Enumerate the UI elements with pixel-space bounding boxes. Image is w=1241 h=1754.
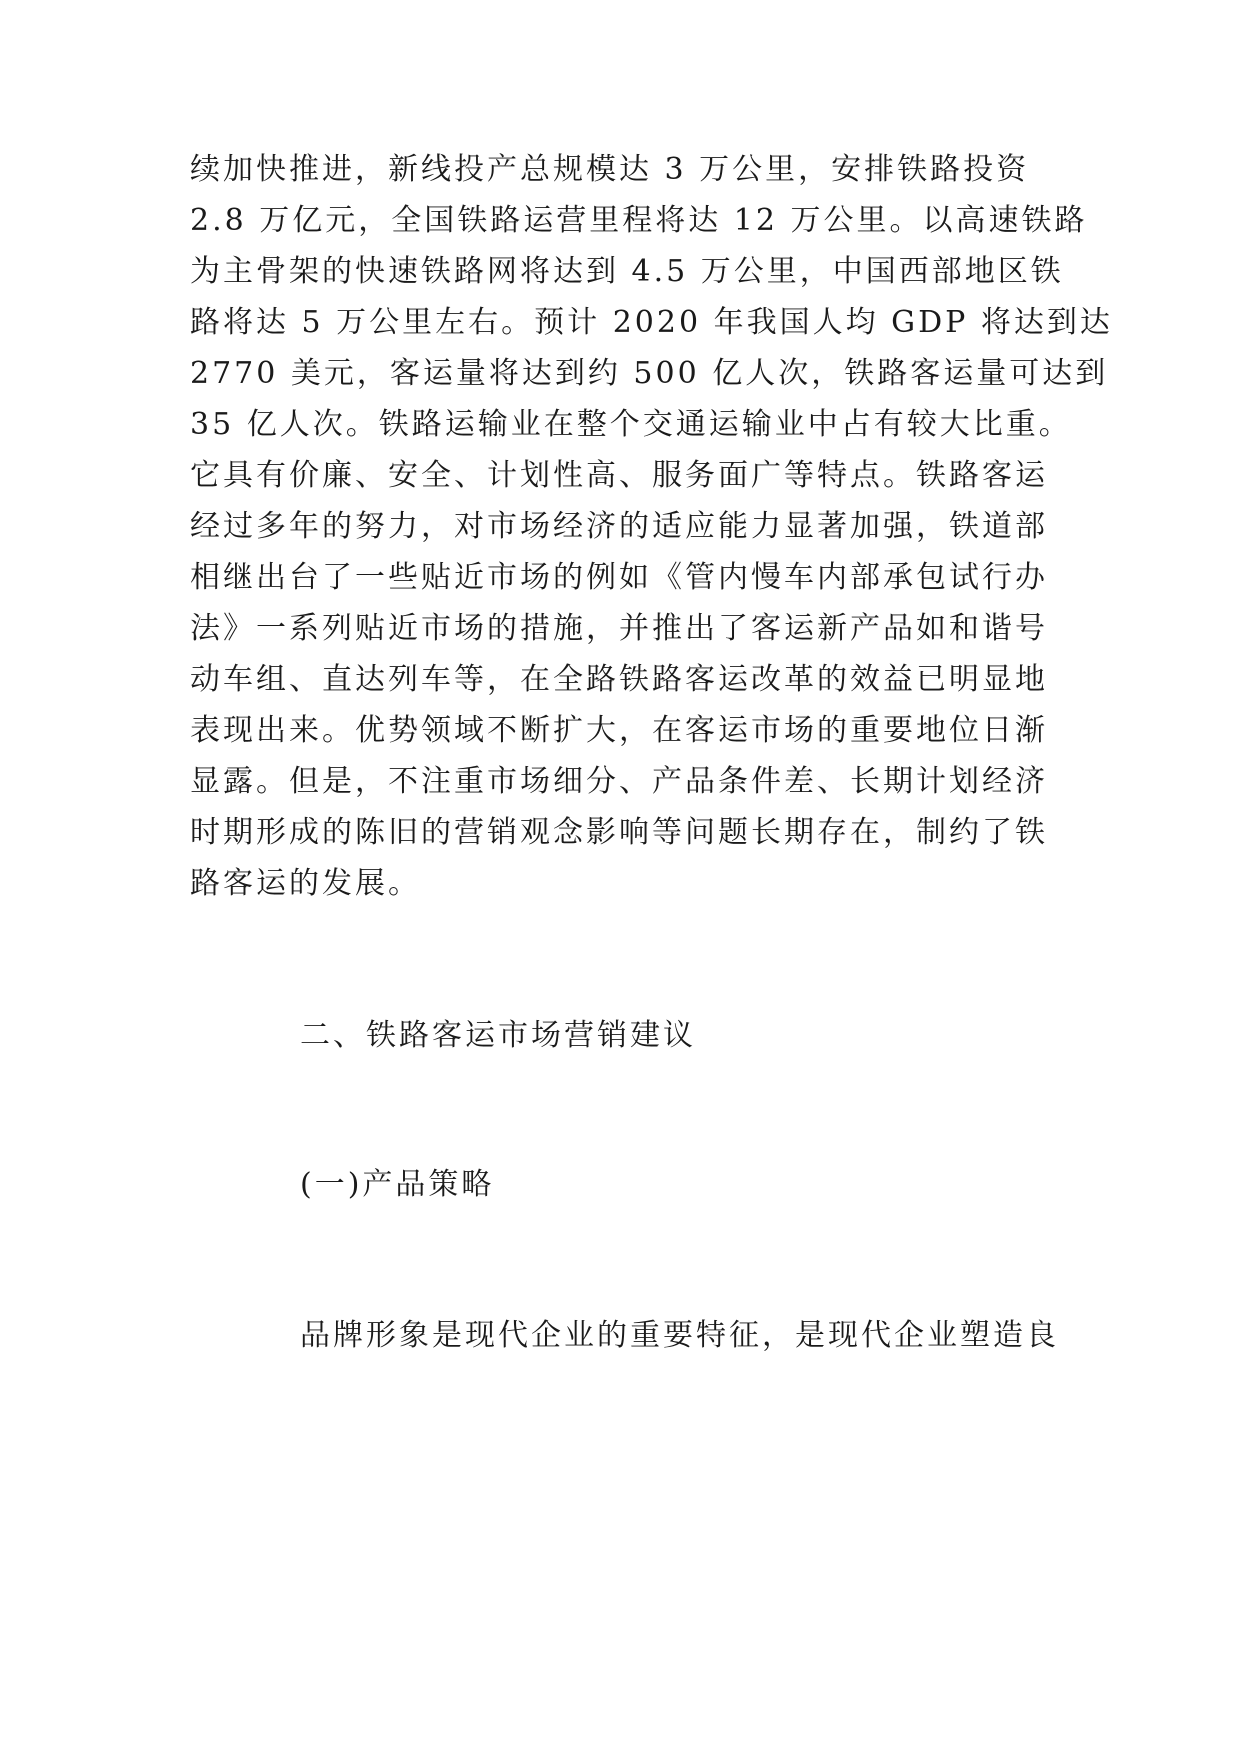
paragraph-line: 表现出来。优势领域不断扩大，在客运市场的重要地位日渐 (190, 713, 1048, 748)
paragraph-line: 续加快推进，新线投产总规模达 3 万公里，安排铁路投资 (190, 152, 1030, 187)
paragraph-line: 显露。但是，不注重市场细分、产品条件差、长期计划经济 (190, 764, 1048, 799)
section-heading: 二、铁路客运市场营销建议 (300, 1018, 696, 1053)
paragraph-line: 相继出台了一些贴近市场的例如《管内慢车内部承包试行办 (190, 560, 1048, 595)
paragraph-line: 2.8 万亿元，全国铁路运营里程将达 12 万公里。以高速铁路 (190, 203, 1088, 238)
paragraph-line: 35 亿人次。铁路运输业在整个交通运输业中占有较大比重。 (190, 407, 1072, 442)
paragraph-line: 它具有价廉、安全、计划性高、服务面广等特点。铁路客运 (190, 458, 1048, 493)
paragraph-line: 路将达 5 万公里左右。预计 2020 年我国人均 GDP 将达到达 (190, 305, 1113, 340)
paragraph-line: 为主骨架的快速铁路网将达到 4.5 万公里，中国西部地区铁 (190, 254, 1064, 289)
paragraph-line: 时期形成的陈旧的营销观念影响等问题长期存在，制约了铁 (190, 815, 1048, 850)
paragraph-line: 品牌形象是现代企业的重要特征，是现代企业塑造良 (300, 1318, 1059, 1353)
paragraph-line: 动车组、直达列车等，在全路铁路客运改革的效益已明显地 (190, 662, 1048, 697)
paragraph-line: 2770 美元，客运量将达到约 500 亿人次，铁路客运量可达到 (190, 356, 1109, 391)
subsection-heading: (一)产品策略 (300, 1167, 495, 1202)
paragraph-line: 法》一系列贴近市场的措施，并推出了客运新产品如和谐号 (190, 611, 1048, 646)
paragraph-line: 经过多年的努力，对市场经济的适应能力显著加强，铁道部 (190, 509, 1048, 544)
paragraph-line: 路客运的发展。 (190, 866, 421, 901)
